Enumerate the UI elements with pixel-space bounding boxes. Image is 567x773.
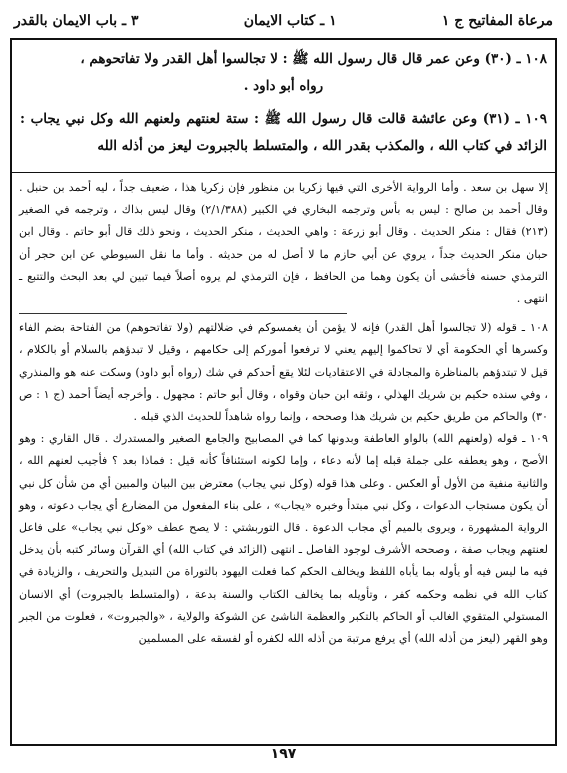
header-book: ١ ـ كتاب الايمان bbox=[243, 13, 337, 29]
page-frame bbox=[10, 38, 557, 746]
page-number: ١٩٧ bbox=[270, 746, 297, 762]
hadith-108-text: ١٠٨ ـ (٣٠) وعن عمر قال قال رسول الله ﷺ : لا تجالسوا أهل القدر ولا تفاتحوهم ، bbox=[80, 51, 547, 67]
commentary-paragraph-1: إلا سهل بن سعد . وأما الرواية الأخرى التي فيها زكريا بن منظور فإن زكريا هذا ، ضعيف جداً ، ليه أحمد بن حنبل . وقال أحمد بن صالح : ليس به بأس وترجمه البخاري في الكبير (٢/١/٣٨٨) وقال ليس بذاك ، وترجمه في الصغير (٢١٣) فقال : منكر الحديث . وقال أبو زرعة : واهي الحديث ، منكر الحديث ، ونحو ذلك قال أبو حاتم . وقال ابن حبان منكر الحديث جداً ، يروي عن أبي حازم ما لا أصل له من حديثه . وأما ما نقل السيوطي عن ابن حجر أن الترمذي حسنه فأخشى أن يكون وهما من الحافظ ، فإن الترمذي لم يروه أصلاً فيما تبين لي بعد البحث والتتبع ـ انتهى . bbox=[19, 181, 548, 306]
commentary-separator bbox=[19, 313, 347, 314]
document-page bbox=[10, 6, 557, 766]
commentary-paragraph-2: ١٠٨ ـ قوله (لا تجالسوا أهل القدر) فإنه لا يؤمن أن يغمسوكم في ضلالتهم (ولا تفاتحوهم) من الفتاحة بضم الفاء وكسرها أي الحكومة أي لا تحاكموا إليهم يعني لا ترفعوا أموركم إلى حكامهم ، وقيل لا تبدؤهم بالسلام أو بالكلام ، قيل لا تبتدؤهم بالمناظرة والمجادلة في الاعتقاديات لئلا يقع أحدكم في شك (رواه أبو داود) وسكت عنه هو والمنذري ، وفي سنده حكيم بن شريك الهذلي ، وثقه ابن حبان وقواه ، وقال أبو حاتم : مجهول . وأخرجه أيضاً أحمد (ج ١ : ص ٣٠) والحاكم من طريق حكيم بن شريك هذا وصححه ، وإنما رواه شاهداً للحديث الذي قبله . bbox=[19, 321, 548, 424]
commentary-notes bbox=[12, 173, 555, 650]
hadith-108 bbox=[20, 46, 547, 100]
running-header bbox=[10, 6, 557, 36]
header-volume: مرعاة المفاتيح ج ١ bbox=[441, 13, 553, 29]
hadith-text-block bbox=[12, 40, 555, 170]
hadith-108-reference: رواه أبو داود . bbox=[243, 78, 324, 94]
hadith-109 bbox=[20, 106, 547, 160]
commentary-paragraph-3: ١٠٩ ـ قوله (ولعنهم الله) بالواو العاطفة وبدونها كما في المصابيح والجامع الصغير والمستدرك . قال القاري : وهو الأصح ، وهو يعطفه على جملة قبله إما لأنه دعاء ، وإما لكونه استئنافاً كأنه قيل : فماذا بعد ؟ فأجيب لعنهم الله ، والثانية منفية من الأول أو العكس . وعلى هذا قوله (وكل نبي يجاب) معترض بين البيان والمبين أي من شأن كل نبي أن يكون مستجاب الدعوات ، وكل نبي مبتدأ وخبره «يجاب» ، على بناء المفعول من المضارع أي يجاب دعوته ، وهو الرواية المشهورة ، ويروى بالميم أي مجاب الدعوة . قال التوربشتي : لا يصح عطف «وكل نبي يجاب» على فاعل لعنتهم ويجاب صفة ، وصححه الأشرف لوجود الفاصل ـ انتهى (الزائد في كتاب الله) أي القرآن وسائر كتبه بأن يدخل فيه ما ليس فيه أو يأوله بما يأباه اللفظ ويخالف الحكم كما فعلت اليهود بالتوراة من التبديل والتحريف ، والزيادة في كتاب الله في نظمه وحكمه كفر ، وتأويله بما يخالف الكتاب والسنة بدعة ، (والمتسلط بالجبروت) أي الانسان المستولي المتقوي الغالب أو الحاكم بالتكبر والعظمة الناشئ عن الشوكة والولاية ، «والجبروت» ، فعلوت من الجبر وهو القهر (ليعز من أذله الله) أي يرفع مرتبة من أذله الله لكفره أو لفسقه على المسلمين bbox=[19, 432, 548, 646]
header-chapter: ٣ ـ باب الايمان بالقدر bbox=[14, 13, 139, 29]
hadith-109-text: ١٠٩ ـ (٣١) وعن عائشة قالت قال رسول الله ﷺ : ستة لعنتهم ولعنهم الله وكل نبي يجاب : الزائد في كتاب الله ، والمكذب بقدر الله ، والمتسلط بالجبروت ليعز من أذله الله bbox=[20, 111, 547, 154]
